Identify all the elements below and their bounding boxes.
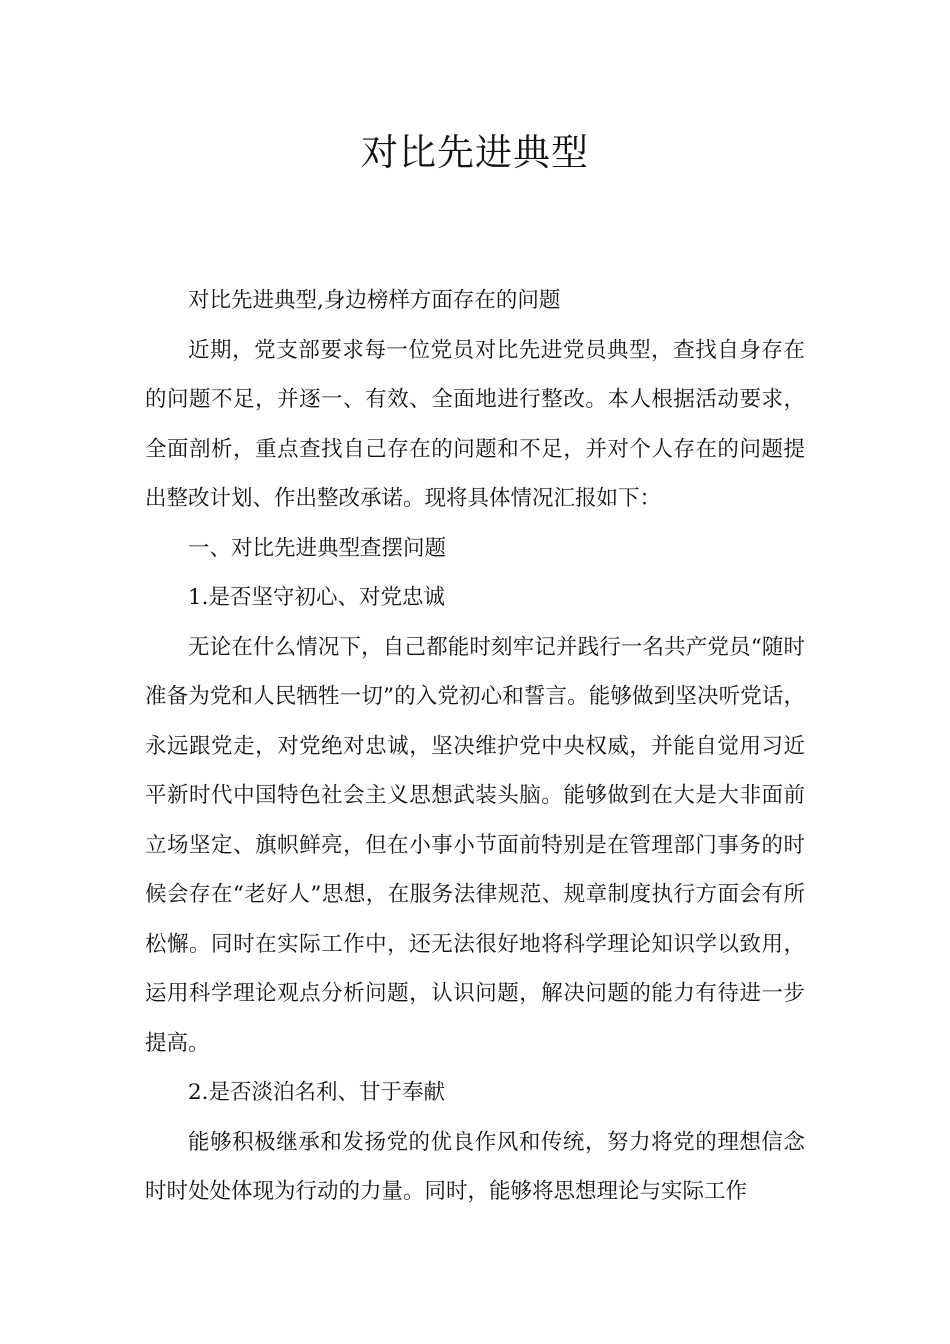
paragraph-dedication: 能够积极继承和发扬党的优良作风和传统，努力将党的理想信念时时处处体现为行动的力量。同时，能够将思想理论与实际工作 — [145, 1129, 805, 1204]
document-title: 对比先进典型 — [361, 131, 589, 174]
paragraph-subtitle: 对比先进典型,身边榜样方面存在的问题 — [188, 288, 561, 313]
paragraph-intro: 近期，党支部要求每一位党员对比先进党员典型，查找自身存在的问题不足，并逐一、有效、全面地进行整改。本人根据活动要求，全面剖析，重点查找自己存在的问题和不足，并对个人存在的问题提出整改计划、作出整改承诺。现将具体情况汇报如下： — [145, 337, 805, 511]
subheading-1: 1.是否坚守初心、对党忠诚 — [188, 585, 446, 610]
paragraph-loyalty: 无论在什么情况下，自己都能时刻牢记并践行一名共产党员“随时准备为党和人民牺牲一切”的入党初心和誓言。能够做到坚决听党话，永远跟党走，对党绝对忠诚，坚决维护党中央权威，并能自觉用习近平新时代中国特色社会主义思想武装头脑。能够做到在大是大非面前立场坚定、旗帜鲜亮，但在小事小节面前特别是在管理部门事务的时候会存在“老好人”思想，在服务法律规范、规章制度执行方面会有所松懈。同时在实际工作中，还无法很好地将科学理论知识学以致用，运用科学理论观点分析问题，认识问题，解决问题的能力有待进一步提高。 — [145, 634, 805, 1056]
document-body — [145, 276, 805, 1217]
section-heading-1: 一、对比先进典型查摆问题 — [188, 535, 447, 561]
subheading-2: 2.是否淡泊名利、甘于奉献 — [188, 1080, 446, 1105]
